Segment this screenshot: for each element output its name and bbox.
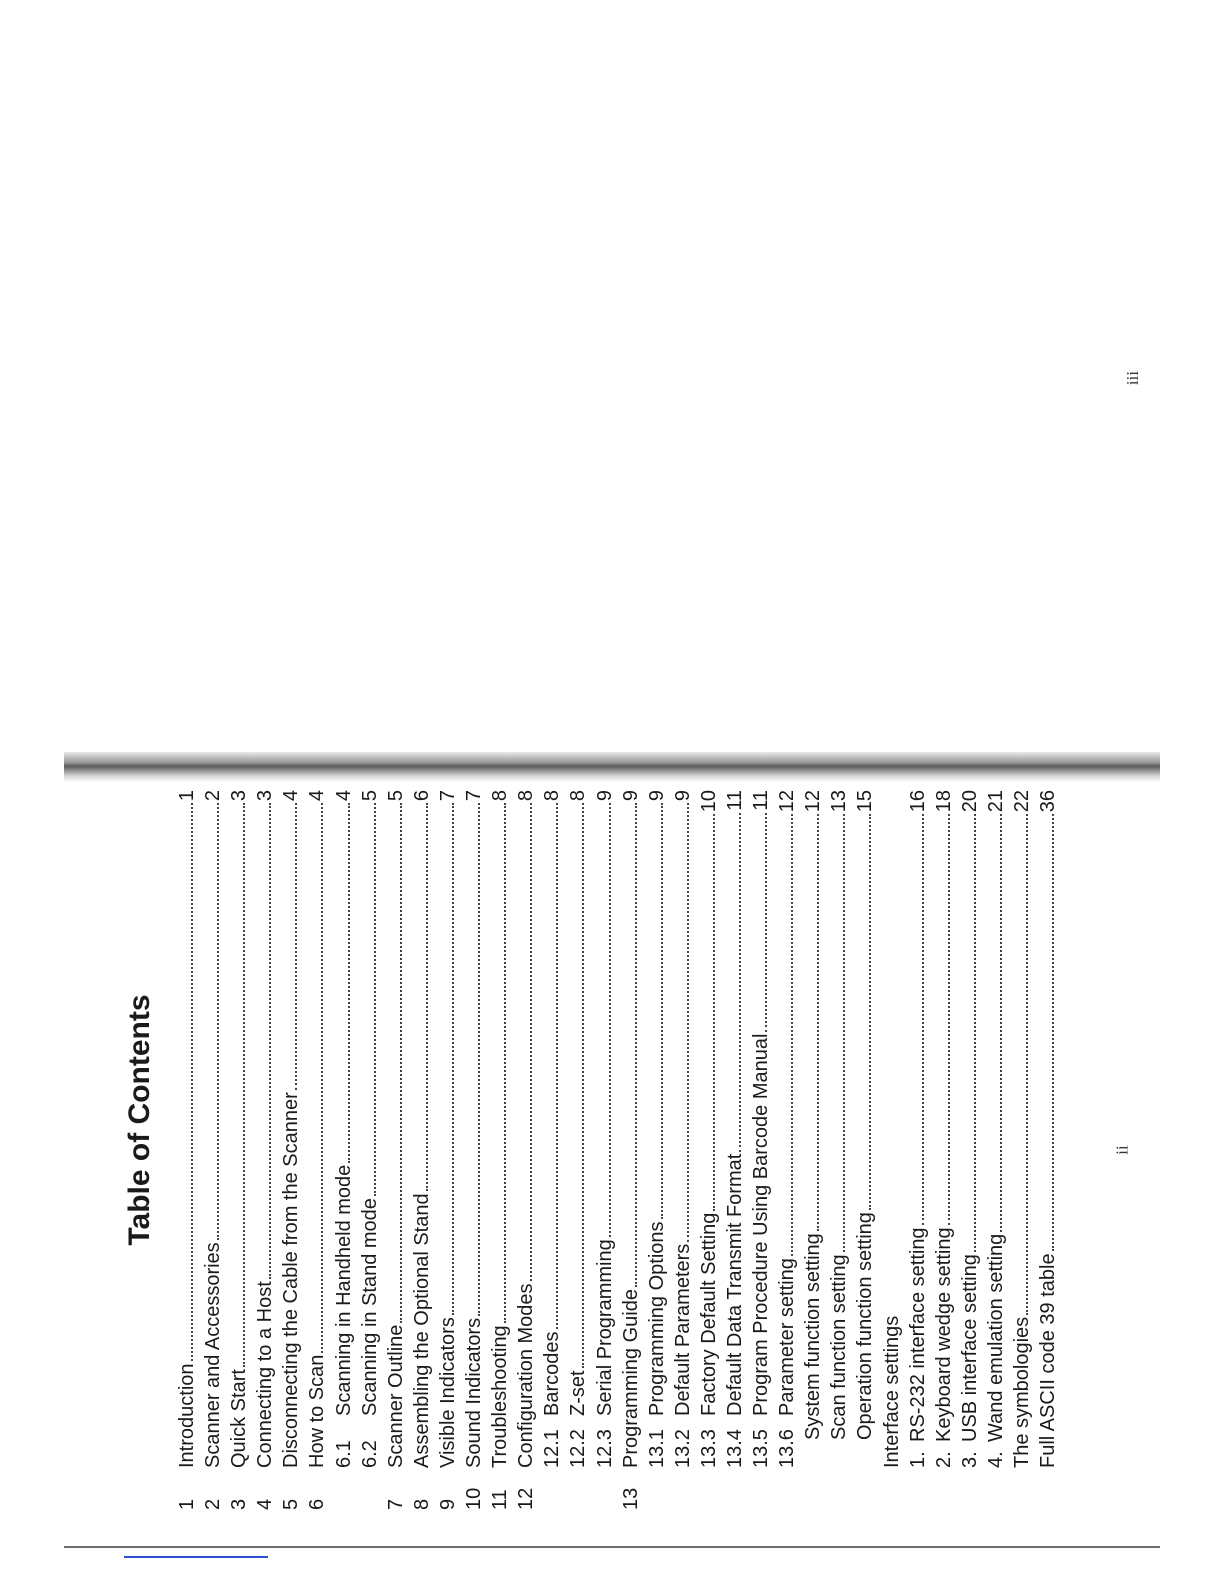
toc-dot-leader (400, 803, 402, 1322)
toc-entry-title: Scanning in Stand mode (358, 1198, 381, 1416)
toc-dot-leader (1052, 814, 1054, 1251)
toc-entry-page: 4 (280, 790, 303, 802)
toc-entry[interactable] (357, 790, 383, 1510)
toc-entry-body (644, 790, 670, 1468)
toc-dot-leader (817, 814, 819, 1231)
toc-entry-page: 21 (984, 790, 1007, 813)
toc-entry-body (200, 790, 226, 1468)
toc-dot-leader (635, 803, 637, 1287)
toc-dot-leader (791, 814, 793, 1256)
toc-entry[interactable] (983, 790, 1009, 1510)
toc-entry-body (774, 790, 800, 1468)
toc-dot-leader (452, 803, 454, 1315)
toc-entry-subnumber: 12.3 (593, 1429, 616, 1468)
toc-entry-body (618, 790, 644, 1468)
toc-entry-page: 9 (619, 790, 642, 802)
toc-entry-number: 6 (306, 1498, 329, 1510)
toc-entry[interactable] (252, 790, 278, 1510)
toc-dot-leader (869, 814, 871, 1210)
toc-entry-title: Full ASCII code 39 table (1037, 1253, 1060, 1468)
toc-entry-title: Operation function setting (854, 1212, 877, 1440)
toc-entry-page: 11 (750, 790, 773, 811)
toc-entry-body (278, 790, 304, 1468)
blue-edge-mark (124, 1556, 268, 1558)
toc-dot-leader (530, 803, 532, 1281)
toc-entry-title: Default Data Transmit Format (723, 1153, 746, 1416)
toc-dot-leader (661, 803, 663, 1219)
toc-entry-subnumber: 13.3 (697, 1429, 720, 1468)
toc-entry-title: Parameter setting (776, 1258, 799, 1416)
toc-entry-body (435, 790, 461, 1468)
toc-entry-page: 4 (332, 790, 355, 802)
toc-entry-title: Troubleshooting (489, 1325, 512, 1468)
toc-entry-page: 13 (828, 790, 851, 813)
toc-entry-title: Z-set (567, 1370, 590, 1416)
toc-entry[interactable] (931, 790, 957, 1510)
toc-entry-title: Factory Default Setting (697, 1212, 720, 1416)
bottom-rule (64, 1546, 1160, 1548)
toc-entry-title: Default Parameters (671, 1243, 694, 1416)
toc-entry-page: 8 (541, 790, 564, 802)
toc-dot-leader (1000, 814, 1002, 1231)
toc-dot-leader (713, 814, 715, 1210)
toc-entry-body (487, 790, 513, 1468)
toc-entry-page: 5 (384, 790, 407, 802)
toc-entry[interactable] (409, 790, 435, 1510)
toc-entry-number: 10 (463, 1487, 486, 1510)
toc-dot-leader (504, 803, 506, 1323)
toc-dot-leader (556, 803, 558, 1329)
toc-entry[interactable] (800, 790, 826, 1510)
toc-entry-subnumber: 13.2 (671, 1429, 694, 1468)
toc-dot-leader (295, 803, 297, 1090)
toc-entry[interactable] (383, 790, 409, 1510)
toc-entry[interactable] (487, 790, 513, 1510)
table-of-contents (120, 790, 1060, 1510)
toc-entry-body (357, 790, 383, 1468)
toc-entry-page: 15 (854, 790, 877, 813)
toc-entry-page: 7 (436, 790, 459, 802)
toc-entry-body (696, 790, 722, 1468)
toc-entry-page: 3 (228, 790, 251, 802)
toc-entry-subnumber: 2. (932, 1451, 955, 1468)
toc-entry-page: 16 (906, 790, 929, 813)
toc-entry-page: 7 (463, 790, 486, 802)
toc-entry-body (957, 790, 983, 1468)
toc-entry-title: The symbologies (1011, 1316, 1033, 1468)
toc-entry-body (800, 790, 826, 1468)
toc-entry-number: 3 (228, 1498, 251, 1510)
toc-entry[interactable] (435, 790, 461, 1510)
toc-dot-leader (426, 803, 428, 1191)
toc-entry-title: Sound Indicators (463, 1317, 486, 1468)
toc-entry-page: 9 (593, 790, 616, 802)
toc-entry[interactable] (644, 790, 670, 1510)
page-number-left: ii (1112, 1145, 1132, 1155)
toc-dot-leader (843, 814, 845, 1252)
toc-entry-subnumber: 12.2 (567, 1429, 590, 1468)
toc-entry-number: 12 (515, 1487, 538, 1510)
toc-entry-subnumber: 13.4 (723, 1429, 746, 1468)
toc-entry-number: 7 (384, 1498, 407, 1510)
toc-entry-page: 36 (1037, 790, 1060, 813)
toc-dot-leader (948, 814, 950, 1225)
toc-entry-number: 2 (202, 1498, 225, 1510)
toc-dot-leader (348, 803, 350, 1163)
toc-entry[interactable] (200, 790, 226, 1510)
toc-entry-page: 3 (254, 790, 277, 802)
toc-entry-body (983, 790, 1009, 1468)
toc-entry-body (539, 790, 565, 1468)
toc-entry-page: 11 (723, 790, 746, 811)
toc-entry-body (826, 790, 852, 1468)
toc-entry-subnumber: 12.1 (541, 1429, 564, 1468)
toc-entry-body (748, 790, 774, 1468)
toc-entry-body (304, 790, 330, 1468)
toc-entry[interactable] (957, 790, 983, 1510)
toc-entry-page: 22 (1011, 790, 1033, 813)
toc-entry-number: 5 (280, 1498, 303, 1510)
toc-entry-title: Scanner and Accessories (202, 1242, 225, 1468)
toc-title: Table of Contents (123, 994, 156, 1246)
toc-entry-page: 8 (489, 790, 512, 802)
toc-entry-body (879, 790, 905, 1468)
toc-entry-page: 4 (306, 790, 329, 802)
toc-entry-title: Configuration Modes (515, 1283, 538, 1468)
toc-entry-page: 20 (958, 790, 981, 813)
toc-entry-page: 9 (671, 790, 694, 802)
toc-entry-body (409, 790, 435, 1468)
toc-entry-subnumber: 13.5 (750, 1429, 773, 1468)
toc-entry-title: Barcodes (541, 1331, 564, 1416)
toc-entry-body (461, 790, 487, 1468)
toc-entry-page: 5 (358, 790, 381, 802)
toc-dot-leader (478, 803, 480, 1316)
toc-dot-leader (922, 814, 924, 1225)
toc-entry-body (722, 790, 748, 1468)
toc-dot-leader (687, 803, 689, 1242)
toc-entry[interactable] (618, 790, 644, 1510)
toc-entry-number: 4 (254, 1498, 277, 1510)
toc-entry-title: Programming Options (645, 1221, 668, 1416)
toc-entry-title: Program Procedure Using Barcode Manual (750, 1033, 773, 1416)
toc-entry-body (252, 790, 278, 1468)
toc-dot-leader (582, 803, 584, 1368)
toc-dot-leader (974, 814, 976, 1252)
toc-entry-body (383, 790, 409, 1468)
toc-entry-title: How to Scan (306, 1354, 329, 1468)
toc-entry[interactable] (539, 790, 565, 1510)
toc-entry-subnumber: 13.6 (776, 1429, 799, 1468)
toc-dot-leader (609, 803, 611, 1237)
toc-entry[interactable] (278, 790, 304, 1510)
toc-entry-subnumber: 1. (906, 1451, 929, 1468)
toc-entry-page: 18 (932, 790, 955, 813)
toc-entry-subnumber: 3. (958, 1451, 981, 1468)
toc-entry[interactable] (696, 790, 722, 1510)
toc-dot-leader (217, 803, 219, 1240)
toc-entry-title: Assembling the Optional Stand (410, 1193, 433, 1468)
toc-entry[interactable] (852, 790, 878, 1510)
toc-entry-body (931, 790, 957, 1468)
toc-dot-leader (739, 813, 741, 1152)
toc-entry-body (226, 790, 252, 1468)
toc-entry-title: Visible Indicators (436, 1317, 459, 1468)
toc-dot-leader (321, 803, 323, 1352)
toc-entry-title: System function setting (802, 1233, 825, 1440)
toc-entry-body (331, 790, 357, 1468)
toc-entry[interactable] (461, 790, 487, 1510)
toc-entry[interactable] (748, 790, 774, 1510)
toc-entry-subnumber: 4. (984, 1451, 1007, 1468)
toc-entry-title: Disconnecting the Cable from the Scanner (280, 1092, 303, 1468)
toc-entry-body (565, 790, 591, 1468)
toc-entry-title: Interface settings (880, 1315, 903, 1468)
toc-entry-title: Scanner Outline (384, 1324, 407, 1468)
toc-entry-body (1035, 790, 1061, 1468)
toc-entry-body (513, 790, 539, 1468)
toc-entry-title: RS-232 interface setting (906, 1227, 929, 1442)
toc-entry[interactable] (513, 790, 539, 1510)
toc-entry[interactable] (174, 790, 200, 1510)
toc-entry[interactable] (1035, 790, 1061, 1510)
toc-entry-page: 8 (515, 790, 538, 802)
toc-entry-body (174, 790, 200, 1468)
toc-dot-leader (374, 803, 376, 1196)
toc-entry-number: 13 (619, 1487, 642, 1510)
toc-entry-page: 1 (176, 790, 198, 802)
toc-entry-page: 12 (802, 790, 825, 813)
toc-entry[interactable] (1009, 790, 1035, 1510)
toc-dot-leader (191, 803, 193, 1361)
toc-entry-title: USB interface setting (958, 1254, 981, 1442)
toc-entry[interactable] (774, 790, 800, 1510)
toc-entries (174, 790, 1061, 1510)
toc-entry-subnumber: 13.1 (645, 1429, 668, 1468)
toc-entry[interactable] (879, 790, 905, 1510)
toc-entry-title: Scanning in Handheld mode (332, 1164, 355, 1416)
toc-entry-title: Programming Guide (619, 1289, 642, 1468)
toc-entry-subnumber: 6.1 (332, 1440, 355, 1468)
toc-entry[interactable] (331, 790, 357, 1510)
toc-entry-body (592, 790, 618, 1468)
toc-entry-page: 10 (697, 790, 720, 813)
toc-entry-number: 1 (176, 1498, 198, 1510)
toc-entry-title: Wand emulation setting (984, 1233, 1007, 1442)
toc-entry-page: 8 (567, 790, 590, 802)
toc-entry-title: Connecting to a Host (254, 1281, 277, 1468)
toc-entry-body (905, 790, 931, 1468)
toc-entry-number: 9 (436, 1498, 459, 1510)
toc-entry-number: 8 (410, 1498, 433, 1510)
toc-dot-leader (269, 803, 271, 1279)
toc-entry-body (852, 790, 878, 1468)
toc-entry[interactable] (592, 790, 618, 1510)
toc-entry-title: Quick Start (228, 1369, 251, 1468)
toc-dot-leader (765, 813, 767, 1032)
toc-entry-title: Keyboard wedge setting (932, 1227, 955, 1442)
toc-entry[interactable] (304, 790, 330, 1510)
toc-dot-leader (1026, 814, 1028, 1315)
toc-entry[interactable] (670, 790, 696, 1510)
toc-entry-title: Scan function setting (828, 1254, 851, 1440)
toc-entry-body (1009, 790, 1035, 1468)
toc-entry-title: Serial Programming (593, 1239, 616, 1416)
toc-entry[interactable] (226, 790, 252, 1510)
toc-entry[interactable] (905, 790, 931, 1510)
toc-entry-page: 6 (410, 790, 433, 802)
toc-entry-number: 11 (489, 1489, 512, 1510)
toc-entry-page: 2 (202, 790, 225, 802)
toc-dot-leader (243, 803, 245, 1367)
toc-entry[interactable] (722, 790, 748, 1510)
toc-entry-page: 9 (645, 790, 668, 802)
toc-entry-body (670, 790, 696, 1468)
toc-entry-subnumber: 6.2 (358, 1440, 381, 1468)
toc-entry[interactable] (565, 790, 591, 1510)
toc-entry[interactable] (826, 790, 852, 1510)
toc-entry-title: Introduction (176, 1363, 198, 1468)
page-fold-shadow (64, 752, 1160, 782)
toc-entry-page: 12 (776, 790, 799, 813)
page-number-right: iii (1123, 370, 1143, 386)
